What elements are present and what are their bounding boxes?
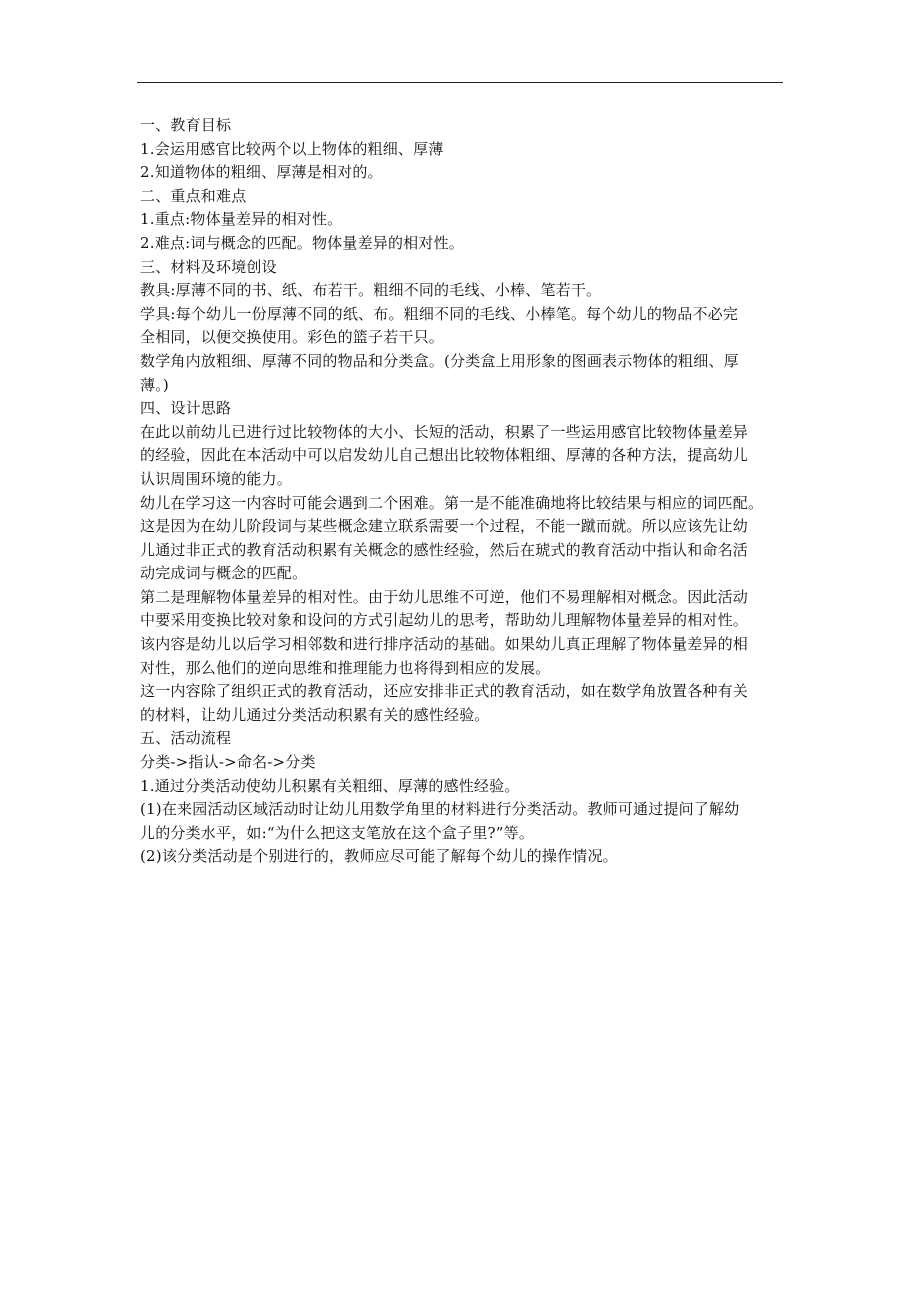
paragraph-line: 1.重点:物体量差异的相对性。 [140,210,343,229]
section-heading-materials: 三、材料及环境创设 [140,257,277,276]
paragraph-line: 全相同，以便交换使用。彩色的篮子若干只。 [140,328,445,347]
document-body [140,114,790,869]
paragraph-line: 2.难点:词与概念的匹配。物体量差异的相对性。 [140,233,464,252]
paragraph-line: 认识周围环境的能力。 [140,469,293,488]
paragraph-line: 儿通过非正式的教育活动积累有关概念的感性经验，然后在琥式的教育活动中指认和命名活 [140,540,749,559]
section-heading-key-points: 二、重点和难点 [140,186,247,205]
paragraph-line: 这一内容除了组织正式的教育活动，还应安排非正式的教育活动，如在数学角放置各种有关 [140,682,749,701]
paragraph-line: 该内容是幼儿以后学习相邻数和进行排序活动的基础。如果幼儿真正理解了物体量差异的相 [140,635,749,654]
paragraph-line: 薄。) [140,375,169,394]
section-heading-objectives: 一、教育目标 [140,116,232,134]
paragraph-line: 这是因为在幼儿阶段词与某些概念建立联系需要一个过程，不能一蹴而就。所以应该先让幼 [140,517,749,536]
paragraph-line: 幼儿在学习这一内容时可能会遇到二个困难。第一是不能准确地将比较结果与相应的词匹配。 [140,493,764,512]
paragraph-line: 教具:厚薄不同的书、纸、布若干。粗细不同的毛线、小棒、笔若干。 [140,281,602,300]
paragraph-line: 在此以前幼儿已进行过比较物体的大小、长短的活动，积累了一些运用感官比较物体量差异 [140,422,749,441]
paragraph-line: 分类->指认->命名->分类 [140,753,316,772]
paragraph-line: 的材料，让幼儿通过分类活动积累有关的感性经验。 [140,705,490,724]
section-heading-design: 四、设计思路 [140,399,232,418]
paragraph-line: (1)在来园活动区域活动时让幼儿用数学角里的材料进行分类活动。教师可通过提问了解幼 [140,800,740,819]
paragraph-line: 数学角内放粗细、厚薄不同的物品和分类盒。(分类盒上用形象的图画表示物体的粗细、厚 [140,351,739,370]
paragraph-line: 学具:每个幼儿一份厚薄不同的纸、布。粗细不同的毛线、小棒笔。每个幼儿的物品不必完 [140,304,739,323]
header-rule [137,82,783,83]
paragraph-line: 的经验，因此在本活动中可以启发幼儿自己想出比较物体粗细、厚薄的各种方法，提高幼儿 [140,446,749,465]
paragraph-line: 中要采用变换比较对象和设问的方式引起幼儿的思考，帮助幼儿理解物体量差异的相对性。 [140,611,749,630]
paragraph-line: 对性，那么他们的逆向思维和推理能力也将得到相应的发展。 [140,658,551,677]
paragraph-line: 儿的分类水平，如:“为什么把这支笔放在这个盒子里?”等。 [140,823,535,842]
paragraph-line: (2)该分类活动是个别进行的，教师应尽可能了解每个幼儿的操作情况。 [140,847,618,866]
paragraph-line: 1.会运用感官比较两个以上物体的粗细、厚薄 [140,139,444,158]
paragraph-line: 动完成词与概念的匹配。 [140,564,308,583]
section-heading-activity-flow: 五、活动流程 [140,729,232,748]
paragraph-line: 第二是理解物体量差异的相对性。由于幼儿思维不可逆，他们不易理解相对概念。因此活动 [140,587,749,606]
paragraph-line: 2.知道物体的粗细、厚薄是相对的。 [140,163,383,182]
paragraph-line: 1.通过分类活动使幼儿积累有关粗细、厚薄的感性经验。 [140,776,520,795]
